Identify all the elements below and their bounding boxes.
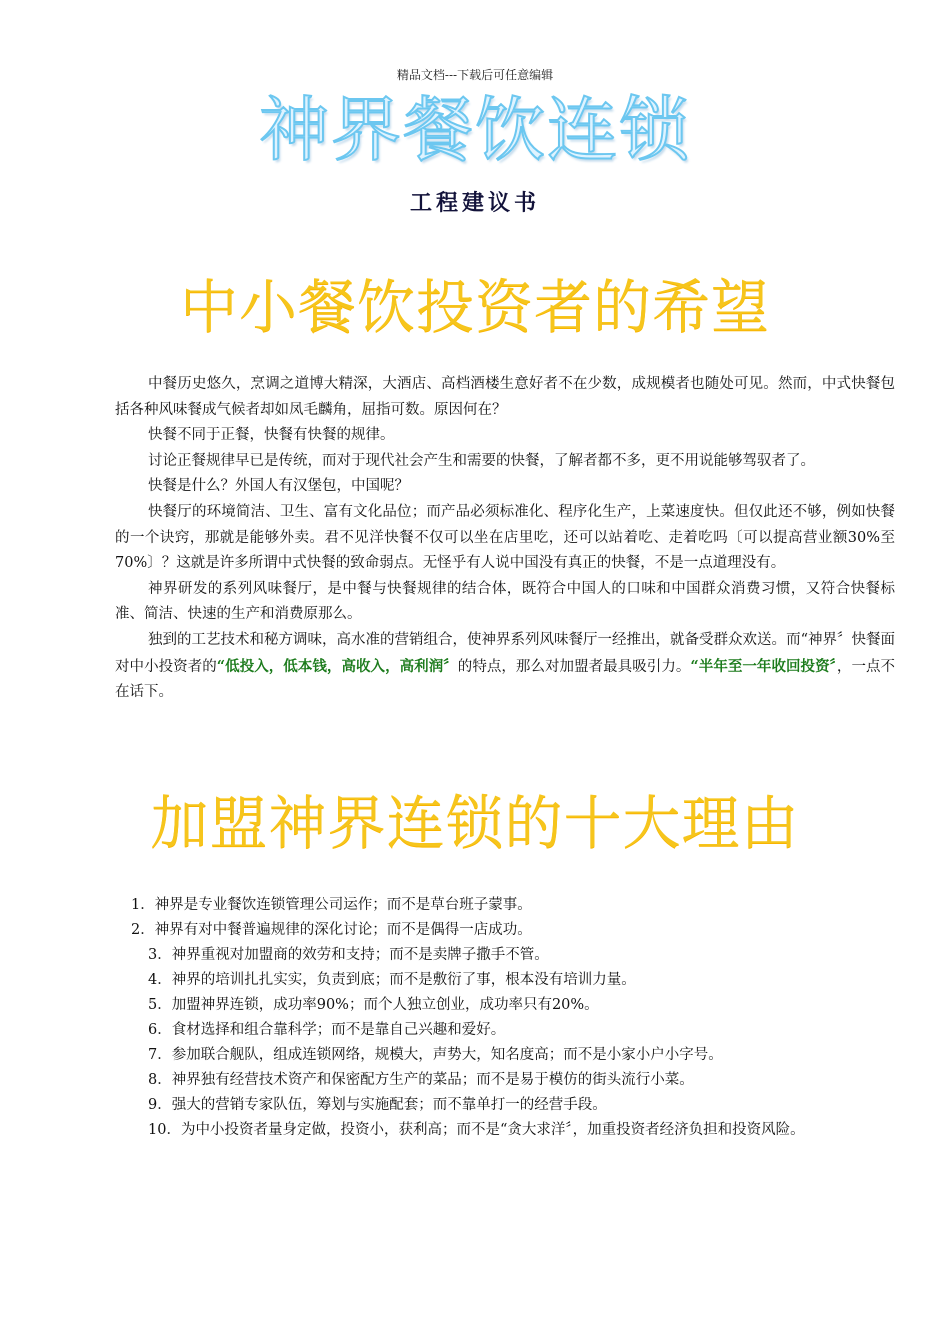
section-title-hope: 中小餐饮投资者的希望 <box>179 273 770 341</box>
reasons-list <box>115 893 895 1143</box>
paragraph: 讨论正餐规律早已是传统，而对于现代社会产生和需要的快餐，了解者都不多，更不用说能够驾驭者了。 <box>148 452 815 469</box>
list-item: 9．强大的营销专家队伍，筹划与实施配套；而不靠单打一的经营手段。 <box>148 1097 607 1113</box>
header-note: 精品文档---下载后可任意编辑 <box>396 68 554 82</box>
intro-text <box>115 372 895 706</box>
list-item: 6．食材选择和组合靠科学；而不是靠自己兴趣和爱好。 <box>148 1022 506 1038</box>
list-item: 4．神界的培训扎扎实实，负责到底；而不是敷衍了事，根本没有培训力量。 <box>148 972 636 988</box>
paragraph: 中餐历史悠久，烹调之道博大精深，大酒店、高档酒楼生意好者不在少数，成规模者也随处可见。然而，中式快餐包括各种风味餐成气候者却如凤毛麟角，屈指可数。原因何在？ <box>115 376 895 418</box>
list-item: 2．神界有对中餐普遍规律的深化讨论；而不是偶得一店成功。 <box>131 922 532 938</box>
paragraph: 快餐厅的环境简洁、卫生、富有文化品位；而产品必须标准化、程序化生产，上菜速度快。但仅此还不够，例如快餐的一个诀窍，那就是能够外卖。君不见洋快餐不仅可以坐在店里吃，还可以站着吃、走着吃吗〔可以提高营业额30%至70%〕？这就是许多所谓中式快餐的致命弱点。无怪乎有人说中国没有真正的快餐，不是一点道理没有。 <box>115 503 895 572</box>
paragraph-text: 的特点，那么对加盟者最具吸引力。 <box>457 658 691 675</box>
paragraph-text: ，一点不在话下。 <box>115 658 896 701</box>
list-item: 3．神界重视对加盟商的效劳和支持；而不是卖牌子撒手不管。 <box>148 947 549 963</box>
list-item: 10．为中小投资者量身定做，投资小，获利高；而不是“贪大求洋〞，加重投资者经济负担和投资风险。 <box>148 1122 805 1138</box>
list-item: 1．神界是专业餐饮连锁管理公司运作；而不是草台班子蒙事。 <box>131 897 532 913</box>
paragraph: 快餐是什么？外国人有汉堡包，中国呢？ <box>148 478 409 495</box>
paragraph <box>115 628 895 706</box>
list-item: 7．参加联合舰队，组成连锁网络，规模大，声势大，知名度高；而不是小家小户小字号。 <box>148 1047 723 1063</box>
paragraph: 神界研发的系列风味餐厅，是中餐与快餐规律的结合体，既符合中国人的口味和中国群众消费习惯，又符合快餐标准、简洁、快速的生产和消费原那么。 <box>115 580 895 623</box>
list-item: 5．加盟神界连锁，成功率90%；而个人独立创业，成功率只有20%。 <box>148 997 599 1013</box>
paragraph-text: 独到的工艺技术和秘方调味，高水准的营销组合，使神界系列风味餐厅一经推出，就备受群众欢送。而“神界〞快餐面对中小投资者的 <box>115 631 895 675</box>
highlight-payback: “半年至一年收回投资〞 <box>690 657 837 675</box>
section-title-reasons: 加盟神界连锁的十大理由 <box>150 789 800 857</box>
highlight-slogan: “低投入，低本钱，高收入，高利润〞 <box>216 657 458 675</box>
subtitle: 工程建议书 <box>409 191 540 216</box>
paragraph: 快餐不同于正餐，快餐有快餐的规律。 <box>148 427 395 444</box>
main-title: 神界餐饮连锁 <box>259 89 691 171</box>
list-item: 8．神界独有经营技术资产和保密配方生产的菜品；而不是易于模仿的街头流行小菜。 <box>148 1072 694 1088</box>
